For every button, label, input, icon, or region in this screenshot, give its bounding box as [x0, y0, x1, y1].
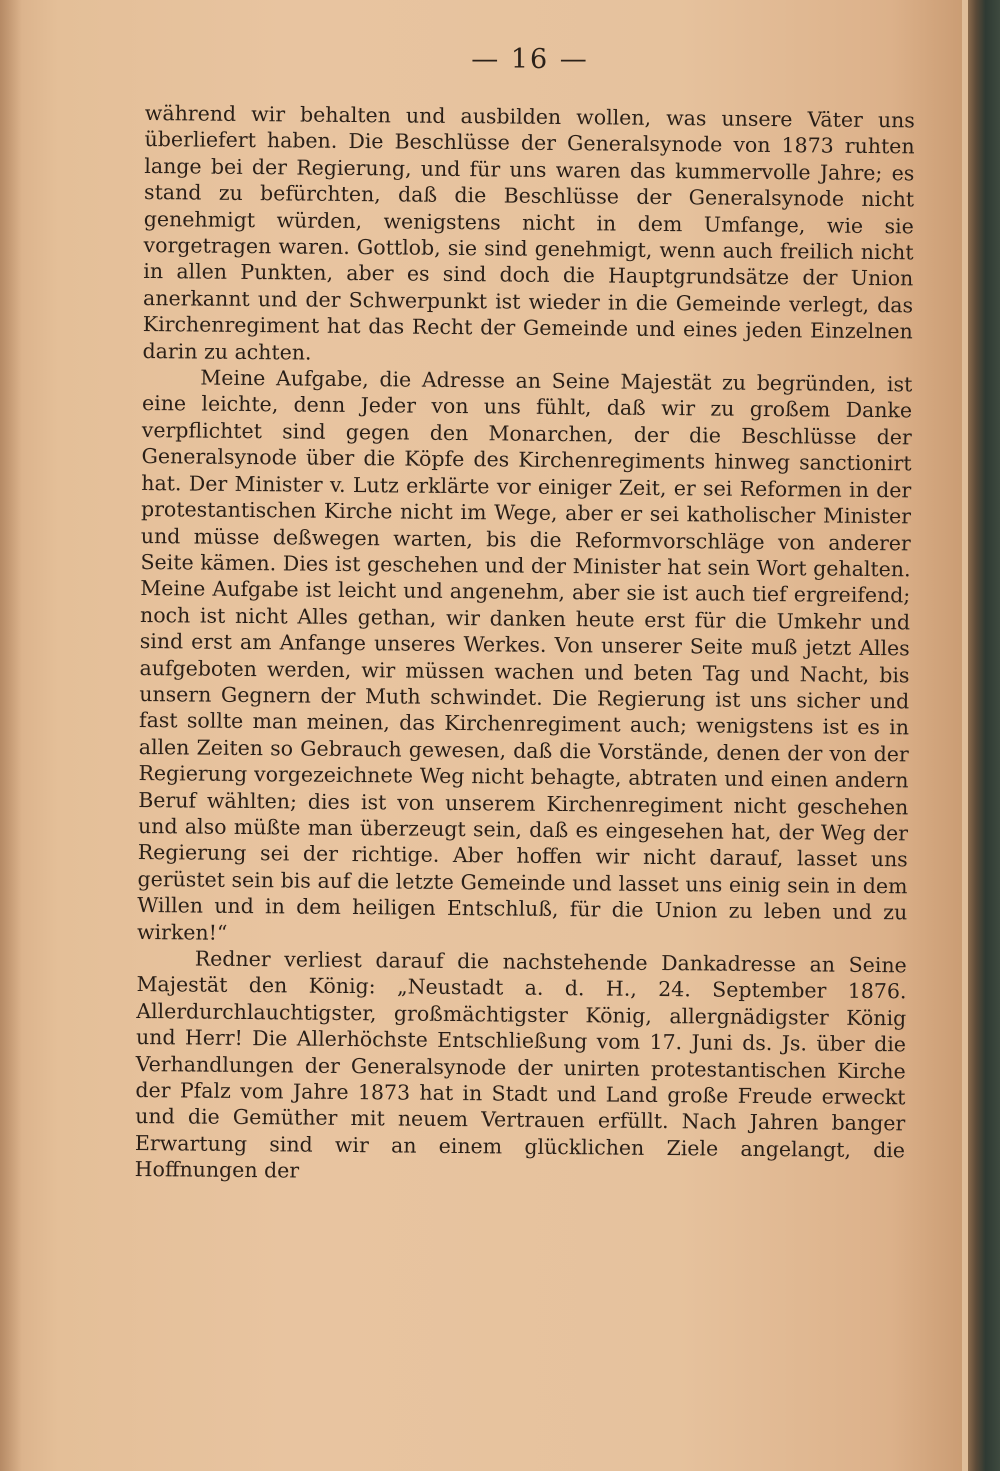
body-text	[135, 100, 915, 1190]
page-shadow	[0, 0, 22, 1471]
book-spine	[968, 0, 1000, 1471]
paragraph-2: Meine Aufgabe, die Adresse an Seine Majestät zu begründen, ist eine leichte, denn Jeder von uns fühlt, daß wir zu großem Danke verpflichtet sind gegen den Monarchen, der die Beschlüsse der Generalsynode über die Köpfe des Kirchenregiments hinweg sanctionirt hat. Der Minister v. Lutz erklärte vor einiger Zeit, er sei Reformen in der protestantischen Kirche nicht im Wege, aber er sei katholischer Minister und müsse deßwegen warten, bis die Reformvorschläge von anderer Seite kämen. Dies ist geschehen und der Minister hat sein Wort gehalten. Meine Aufgabe ist leicht und angenehm, aber sie ist auch tief ergreifend; noch ist nicht Alles gethan, wir danken heute erst für die Umkehr und sind erst am Anfange unseres Werkes. Von unserer Seite muß jetzt Alles aufgeboten werden, wir müssen wachen und beten Tag und Nacht, bis unsern Gegnern der Muth schwindet. Die Regierung ist uns sicher und fast sollte man meinen, das Kirchenregiment auch; wenigstens ist es in allen Zeiten so Gebrauch gewesen, daß die Vorstände, denen der von der Regierung vorgezeichnete Weg nicht behagte, abtraten und einen andern Beruf wählten; dies ist von unserem Kirchenregiment nicht geschehen und also müßte man überzeugt sein, daß es eingesehen hat, der Weg der Regierung sei der richtige. Aber hoffen wir nicht darauf, lasset uns gerüstet sein bis auf die letzte Gemeinde und lasset uns einig sein in dem Willen und in dem heiligen Entschluß, für die Union zu leben und zu wirken!“	[136, 365, 913, 945]
paragraph-1: während wir behalten und ausbilden wollen, was unsere Väter uns überliefert haben. Die Beschlüsse der Generalsynode von 1873 ruhten lange bei der Regierung, und für uns waren das kummervolle Jahre; es stand zu befürchten, daß die Beschlüsse der Generalsynode nicht genehmigt würden, wenigstens nicht in dem Umfange, wie sie vorgetragen waren. Gottlob, sie sind genehmigt, wenn auch freilich nicht in allen Punkten, aber es sind doch die Hauptgrundsätze der Union anerkannt und der Schwerpunkt ist wieder in die Gemeinde verlegt, das Kirchenregiment hat das Recht der Gemeinde und eines jeden Einzelnen darin zu achten.	[142, 100, 915, 365]
page-number: — 16 —	[471, 44, 589, 75]
paragraph-3: Redner verliest darauf die nachstehende Dankadresse an Seine Majestät den König: „Neustadt a. d. H., 24. September 1876. Allerdurchlauchtigster, großmächtigster König, allergnädigster König und Herr! Die Allerhöchste Entschließung vom 17. Juni ds. Js. über die Verhandlungen der Generalsynode der unirten protestantischen Kirche der Pfalz vom Jahre 1873 hat in Stadt und Land große Freude erweckt und die Gemüther mit neuem Vertrauen erfüllt. Nach Jahren banger Erwartung sind wir an einem glücklichen Ziele angelangt, die Hoffnungen der	[134, 946, 907, 1183]
